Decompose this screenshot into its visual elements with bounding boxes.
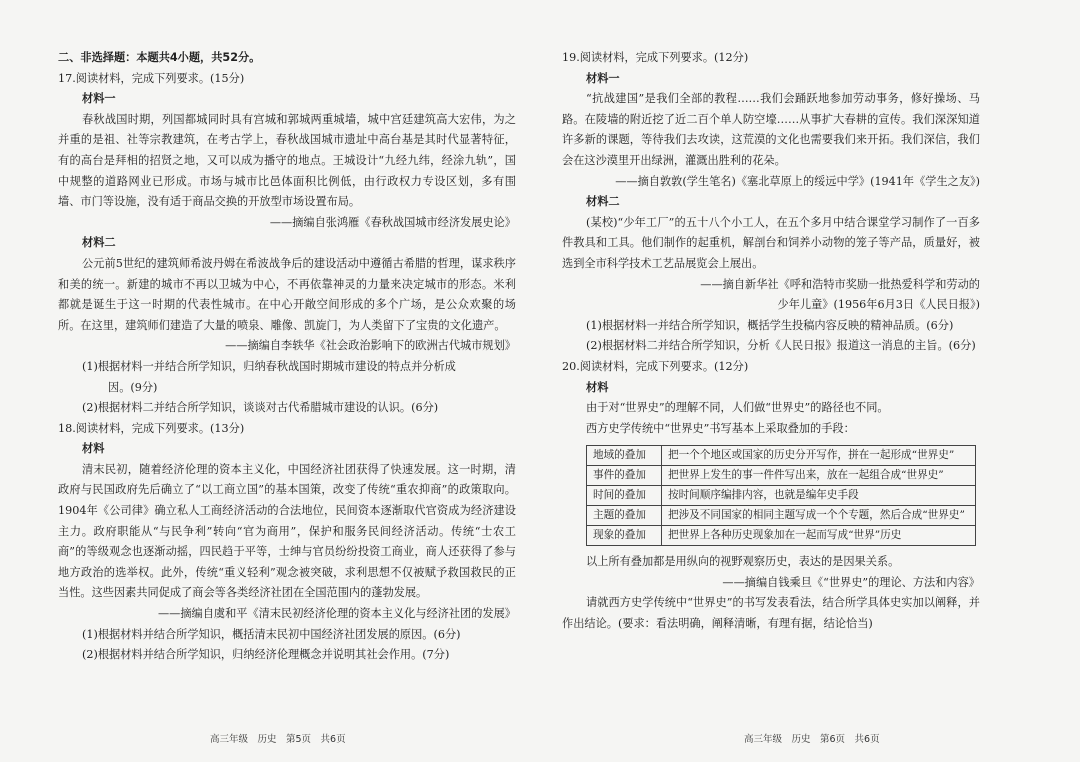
- methods-table-method: 现象的叠加: [587, 526, 662, 546]
- methods-table-description: 把世界上发生的事一件件写出来，放在一起组合成“世界史”: [662, 466, 976, 486]
- q18-material-source: ——摘编自虞和平《清末民初经济伦理的资本主义化与经济社团的发展》: [157, 607, 516, 621]
- methods-table-row: [587, 486, 976, 506]
- page-6: [562, 48, 980, 635]
- methods-table-description: 按时间顺序编排内容，也就是编年史手段: [662, 486, 976, 506]
- question-17-title: 17.阅读材料，完成下列要求。(15分): [58, 71, 245, 85]
- page-6-footer: 高三年级 历史 第6页 共6页: [744, 734, 880, 745]
- q18-subquestion-2: (2)根据材料并结合所学知识，归纳经济伦理概念并说明其社会作用。(7分): [82, 648, 450, 662]
- q19-material-1-source: ——摘自敦敦(学生笔名)《塞北草原上的绥远中学》(1941年《学生之友》): [615, 174, 980, 188]
- q19-material-1-title: 材料一: [586, 71, 620, 85]
- world-history-methods-table: [586, 445, 976, 546]
- section-title: 二、非选择题：本题共4小题，共52分。: [58, 51, 261, 64]
- q17-subquestion-2: (2)根据材料二并结合所学知识，谈谈对古代希腊城市建设的认识。(6分): [82, 401, 439, 415]
- methods-table-method: 主题的叠加: [587, 506, 662, 526]
- q17-sub1-line1: (1)根据材料一并结合所学知识，归纳春秋战国时期城市建设的特点并分析成: [82, 359, 456, 373]
- methods-table-description: 把一个个地区或国家的历史分开写作，拼在一起形成“世界史”: [662, 446, 976, 466]
- methods-table-method: 时间的叠加: [587, 486, 662, 506]
- q17-material-2-title: 材料二: [82, 236, 116, 250]
- q17-subquestion-1: [58, 357, 516, 398]
- q18-material-title: 材料: [82, 442, 105, 456]
- methods-table-row: [587, 506, 976, 526]
- page-5: [58, 48, 516, 666]
- methods-table-description: 把涉及不同国家的相同主题写成一个个专题，然后合成“世界史”: [662, 506, 976, 526]
- q19-material-2-source-line1: ——摘自新华社《呼和浩特市奖励一批热爱科学和劳动的: [700, 277, 980, 291]
- page-5-footer: 高三年级 历史 第5页 共6页: [210, 734, 346, 745]
- q19-material-2-source-line2: 少年儿童》(1956年6月3日《人民日报》): [777, 298, 980, 312]
- methods-table-method: 事件的叠加: [587, 466, 662, 486]
- question-19-title: 19.阅读材料，完成下列要求。(12分): [562, 51, 749, 64]
- q20-material-source: ——摘编自钱乘旦《“世界史”的理论、方法和内容》: [722, 575, 980, 589]
- methods-table-description: 把世界上各种历史现象加在一起而写成“世界”历史: [662, 526, 976, 546]
- methods-table-method: 地域的叠加: [587, 446, 662, 466]
- q19-material-2-title: 材料二: [586, 195, 620, 209]
- q17-material-1-source: ——摘编自张鸿雁《春秋战国城市经济发展史论》: [269, 215, 516, 229]
- q17-material-1-title: 材料一: [82, 92, 116, 106]
- q18-subquestion-1: (1)根据材料并结合所学知识，概括清末民初中国经济社团发展的原因。(6分): [82, 627, 461, 641]
- q17-sub1-line2: 因。(9分): [108, 380, 158, 394]
- q19-material-1-text: “抗战建国”是我们全部的教程……我们会踊跃地参加劳动事务，修好操场、马路。在陵墙的附近挖了近二百个单人防空壕……从事扩大春耕的宣传。我们深深知道许多新的课题，等待我们去攻读，这荒漠的文化也需要我们来开拓。我们深信，我们会在这沙漠里开出绿洲，灌溉出胜利的花朵。: [562, 92, 980, 167]
- methods-table-row: [587, 466, 976, 486]
- q20-question: 请就西方史学传统中“世界史”的书写发表看法，结合所学具体史实加以阐释，并作出结论。(要求：看法明确，阐释清晰，有理有据，结论恰当): [562, 596, 980, 631]
- question-20-title: 20.阅读材料，完成下列要求。(12分): [562, 359, 749, 373]
- q19-subquestion-1: (1)根据材料一并结合所学知识，概括学生投稿内容反映的精神品质。(6分): [586, 318, 954, 332]
- q19-material-2-text: (某校)“少年工厂”的五十八个小工人，在五个多月中结合课堂学习制作了一百多件教具和工具。他们制作的起重机，解剖台和饲养小动物的笼子等产品，质量好，被选到全市科学技术工艺品展览会上展出。: [562, 215, 980, 270]
- methods-table-row: [587, 526, 976, 546]
- q20-material-title: 材料: [586, 380, 609, 394]
- q17-material-2-text: 公元前5世纪的建筑师希波丹姆在希波战争后的建设活动中遵循古希腊的哲理，谋求秩序和美的统一。新建的城市不再以卫城为中心，不再依靠神灵的力量来决定城市的形态。米利都就是诞生于这一时期的代表性城市。在中心开敞空间形成的多个广场，是公众欢聚的场所。在这里，建筑师们建造了大量的喷泉、雕像、凯旋门，为人类留下了宝贵的文化遗产。: [58, 256, 516, 332]
- q20-after-table: 以上所有叠加都是用纵向的视野观察历史，表达的是因果关系。: [586, 555, 900, 569]
- methods-table-row: [587, 446, 976, 466]
- q17-material-1-text: 春秋战国时期，列国都城同时具有宫城和郭城两重城墙，城中宫廷建筑高大宏伟，为之并重的是祖、社等宗教建筑，在考古学上，春秋战国城市遗址中高台基是其时代显著特征，有的高台是拜相的招贤之地，又可以成为播守的地点。王城设计“九经九纬，经涂九轨”，国中规整的道路网业已形成。市场与城市比邑体面积比例低，由行政权力专设区划，多有围墙、市门等设施，没有适于商品交换的开放型市场设置布局。: [58, 112, 516, 209]
- q20-intro-line1: 由于对“世界史”的理解不同，人们做“世界史”的路径也不同。: [586, 401, 889, 415]
- q19-subquestion-2: (2)根据材料二并结合所学知识，分析《人民日报》报道这一消息的主旨。(6分): [586, 339, 976, 353]
- q20-intro-line2: 西方史学传统中“世界史”书写基本上采取叠加的手段：: [586, 421, 855, 435]
- q18-material-text: 清末民初，随着经济伦理的资本主义化，中国经济社团获得了快速发展。这一时期，清政府与民国政府先后确立了“以工商立国”的基本国策，改变了传统“重农抑商”的政策取向。1904年《公司律》确立私人工商经济活动的合法地位，民间资本逐渐取代官资成为经济建设主力。政府职能从“与民争利”转向“官为商用”，保护和服务民间经济活动。传统“士农工商”的等级观念也逐渐动摇，四民趋于平等，士绅与官员纷纷投资工商业，商人还获得了参与地方政治的选举权。此外，传统“重义轻利”观念被突破，求利思想不仅被赋予救国救民的正当性。这些因素共同促成了商会等各类经济社团在全国范围内的蓬勃发展。: [58, 462, 516, 600]
- question-18-title: 18.阅读材料，完成下列要求。(13分): [58, 421, 245, 435]
- q17-material-2-source: ——摘编自李轶华《社会政治影响下的欧洲古代城市规划》: [225, 339, 516, 353]
